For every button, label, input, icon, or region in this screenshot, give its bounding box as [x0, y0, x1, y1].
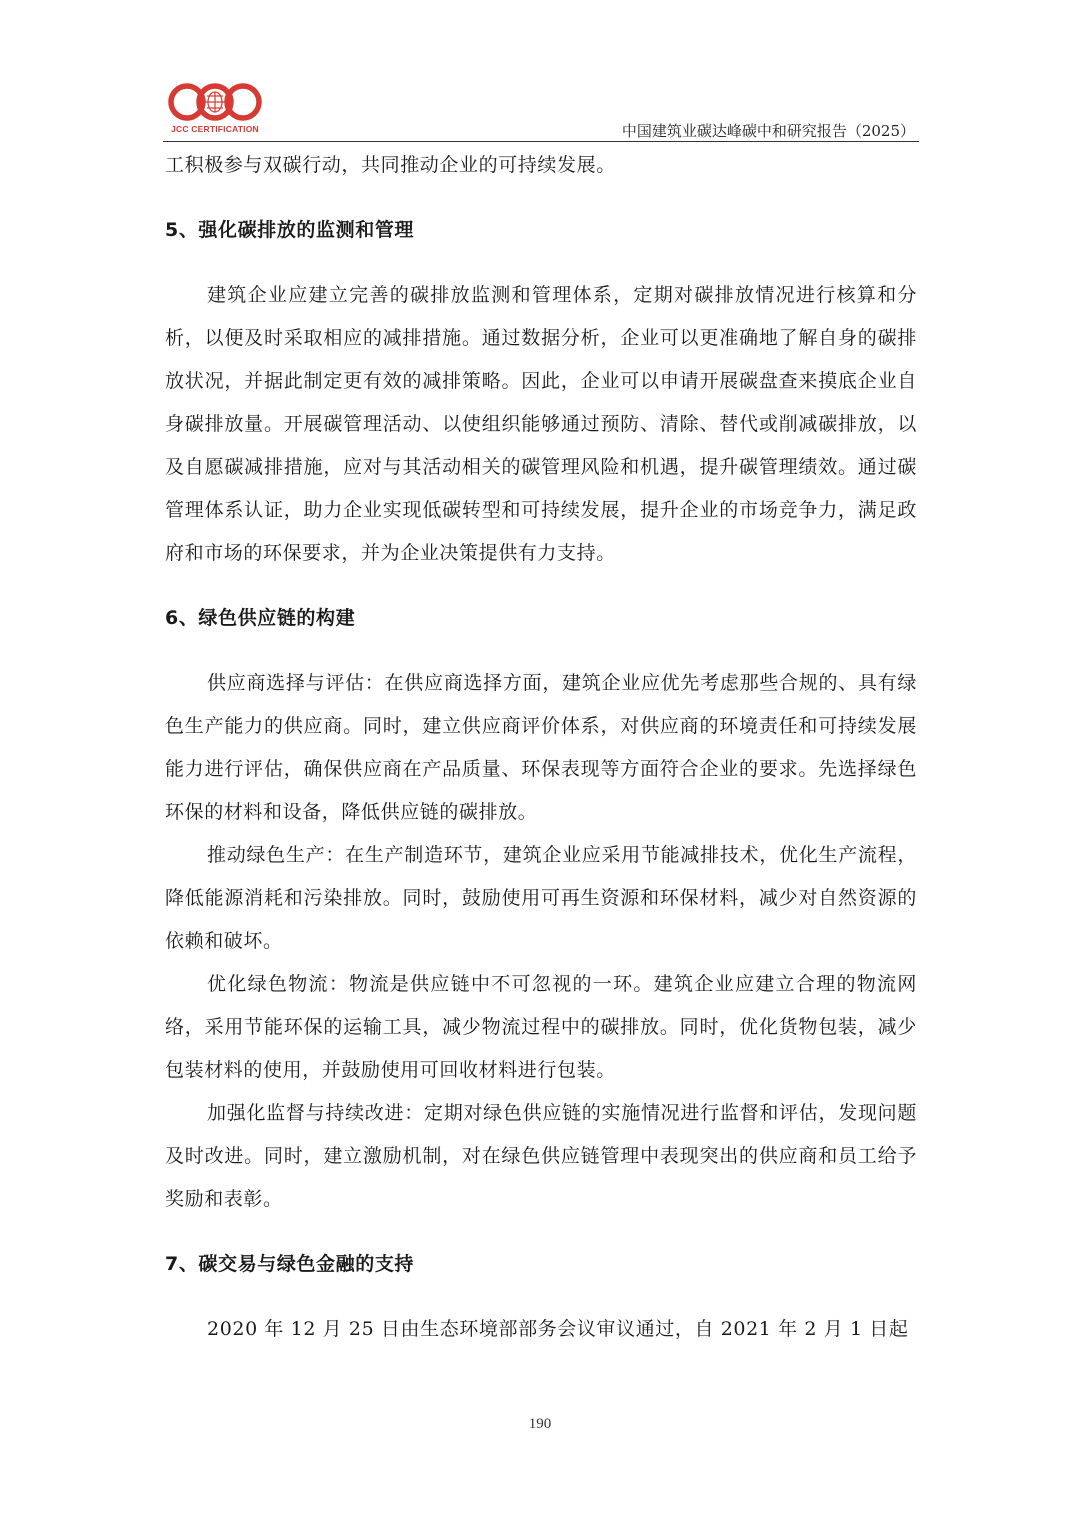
section-6-paragraph-logistics: 优化绿色物流：物流是供应链中不可忽视的一环。建筑企业应建立合理的物流网络，采用节能环保的运输工具，减少物流过程中的碳排放。同时，优化货物包装，减少包装材料的使用，并鼓励使用可回收材料进行包装。 [165, 973, 917, 1081]
jcc-rings-icon [165, 80, 265, 124]
section-6-heading: 6、绿色供应链的构建 [165, 607, 356, 629]
section-5-heading: 5、强化碳排放的监测和管理 [165, 219, 415, 241]
header-divider [163, 141, 919, 142]
section-7-heading: 7、碳交易与绿色金融的支持 [165, 1253, 415, 1275]
body-content [165, 144, 917, 1351]
section-6-paragraph-production: 推动绿色生产：在生产制造环节，建筑企业应采用节能减排技术，优化生产流程，降低能源消耗和污染排放。同时，鼓励使用可再生资源和环保材料，减少对自然资源的依赖和破坏。 [165, 844, 917, 952]
running-header-title: 中国建筑业碳达峰碳中和研究报告（2025） [621, 122, 915, 140]
paragraph-intro-continuation: 工积极参与双碳行动，共同推动企业的可持续发展。 [165, 154, 616, 176]
section-6-paragraph-supplier: 供应商选择与评估：在供应商选择方面，建筑企业应优先考虑那些合规的、具有绿色生产能力的供应商。同时，建立供应商评价体系，对供应商的环境责任和可持续发展能力进行评估，确保供应商在产品质量、环保表现等方面符合企业的要求。先选择绿色环保的材料和设备，降低供应链的碳排放。 [165, 672, 917, 823]
section-6-paragraph-supervision: 加强化监督与持续改进：定期对绿色供应链的实施情况进行监督和评估，发现问题及时改进。同时，建立激励机制，对在绿色供应链管理中表现突出的供应商和员工给予奖励和表彰。 [165, 1102, 917, 1210]
jcc-logo [165, 80, 265, 136]
section-5-paragraph: 建筑企业应建立完善的碳排放监测和管理体系，定期对碳排放情况进行核算和分析，以便及时采取相应的减排措施。通过数据分析，企业可以更准确地了解自身的碳排放状况，并据此制定更有效的减排策略。因此，企业可以申请开展碳盘查来摸底企业自身碳排放量。开展碳管理活动、以使组织能够通过预防、清除、替代或削减碳排放，以及自愿碳减排措施，应对与其活动相关的碳管理风险和机遇，提升碳管理绩效。通过碳管理体系认证，助力企业实现低碳转型和可持续发展，提升企业的市场竞争力，满足政府和市场的环保要求，并为企业决策提供有力支持。 [165, 284, 917, 564]
section-7-paragraph: 2020 年 12 月 25 日由生态环境部部务会议审议通过，自 2021 年 2 月 1 日起 [207, 1318, 909, 1340]
page-number: 190 [528, 1416, 552, 1432]
logo-text: JCC CERTIFICATION [171, 124, 259, 134]
